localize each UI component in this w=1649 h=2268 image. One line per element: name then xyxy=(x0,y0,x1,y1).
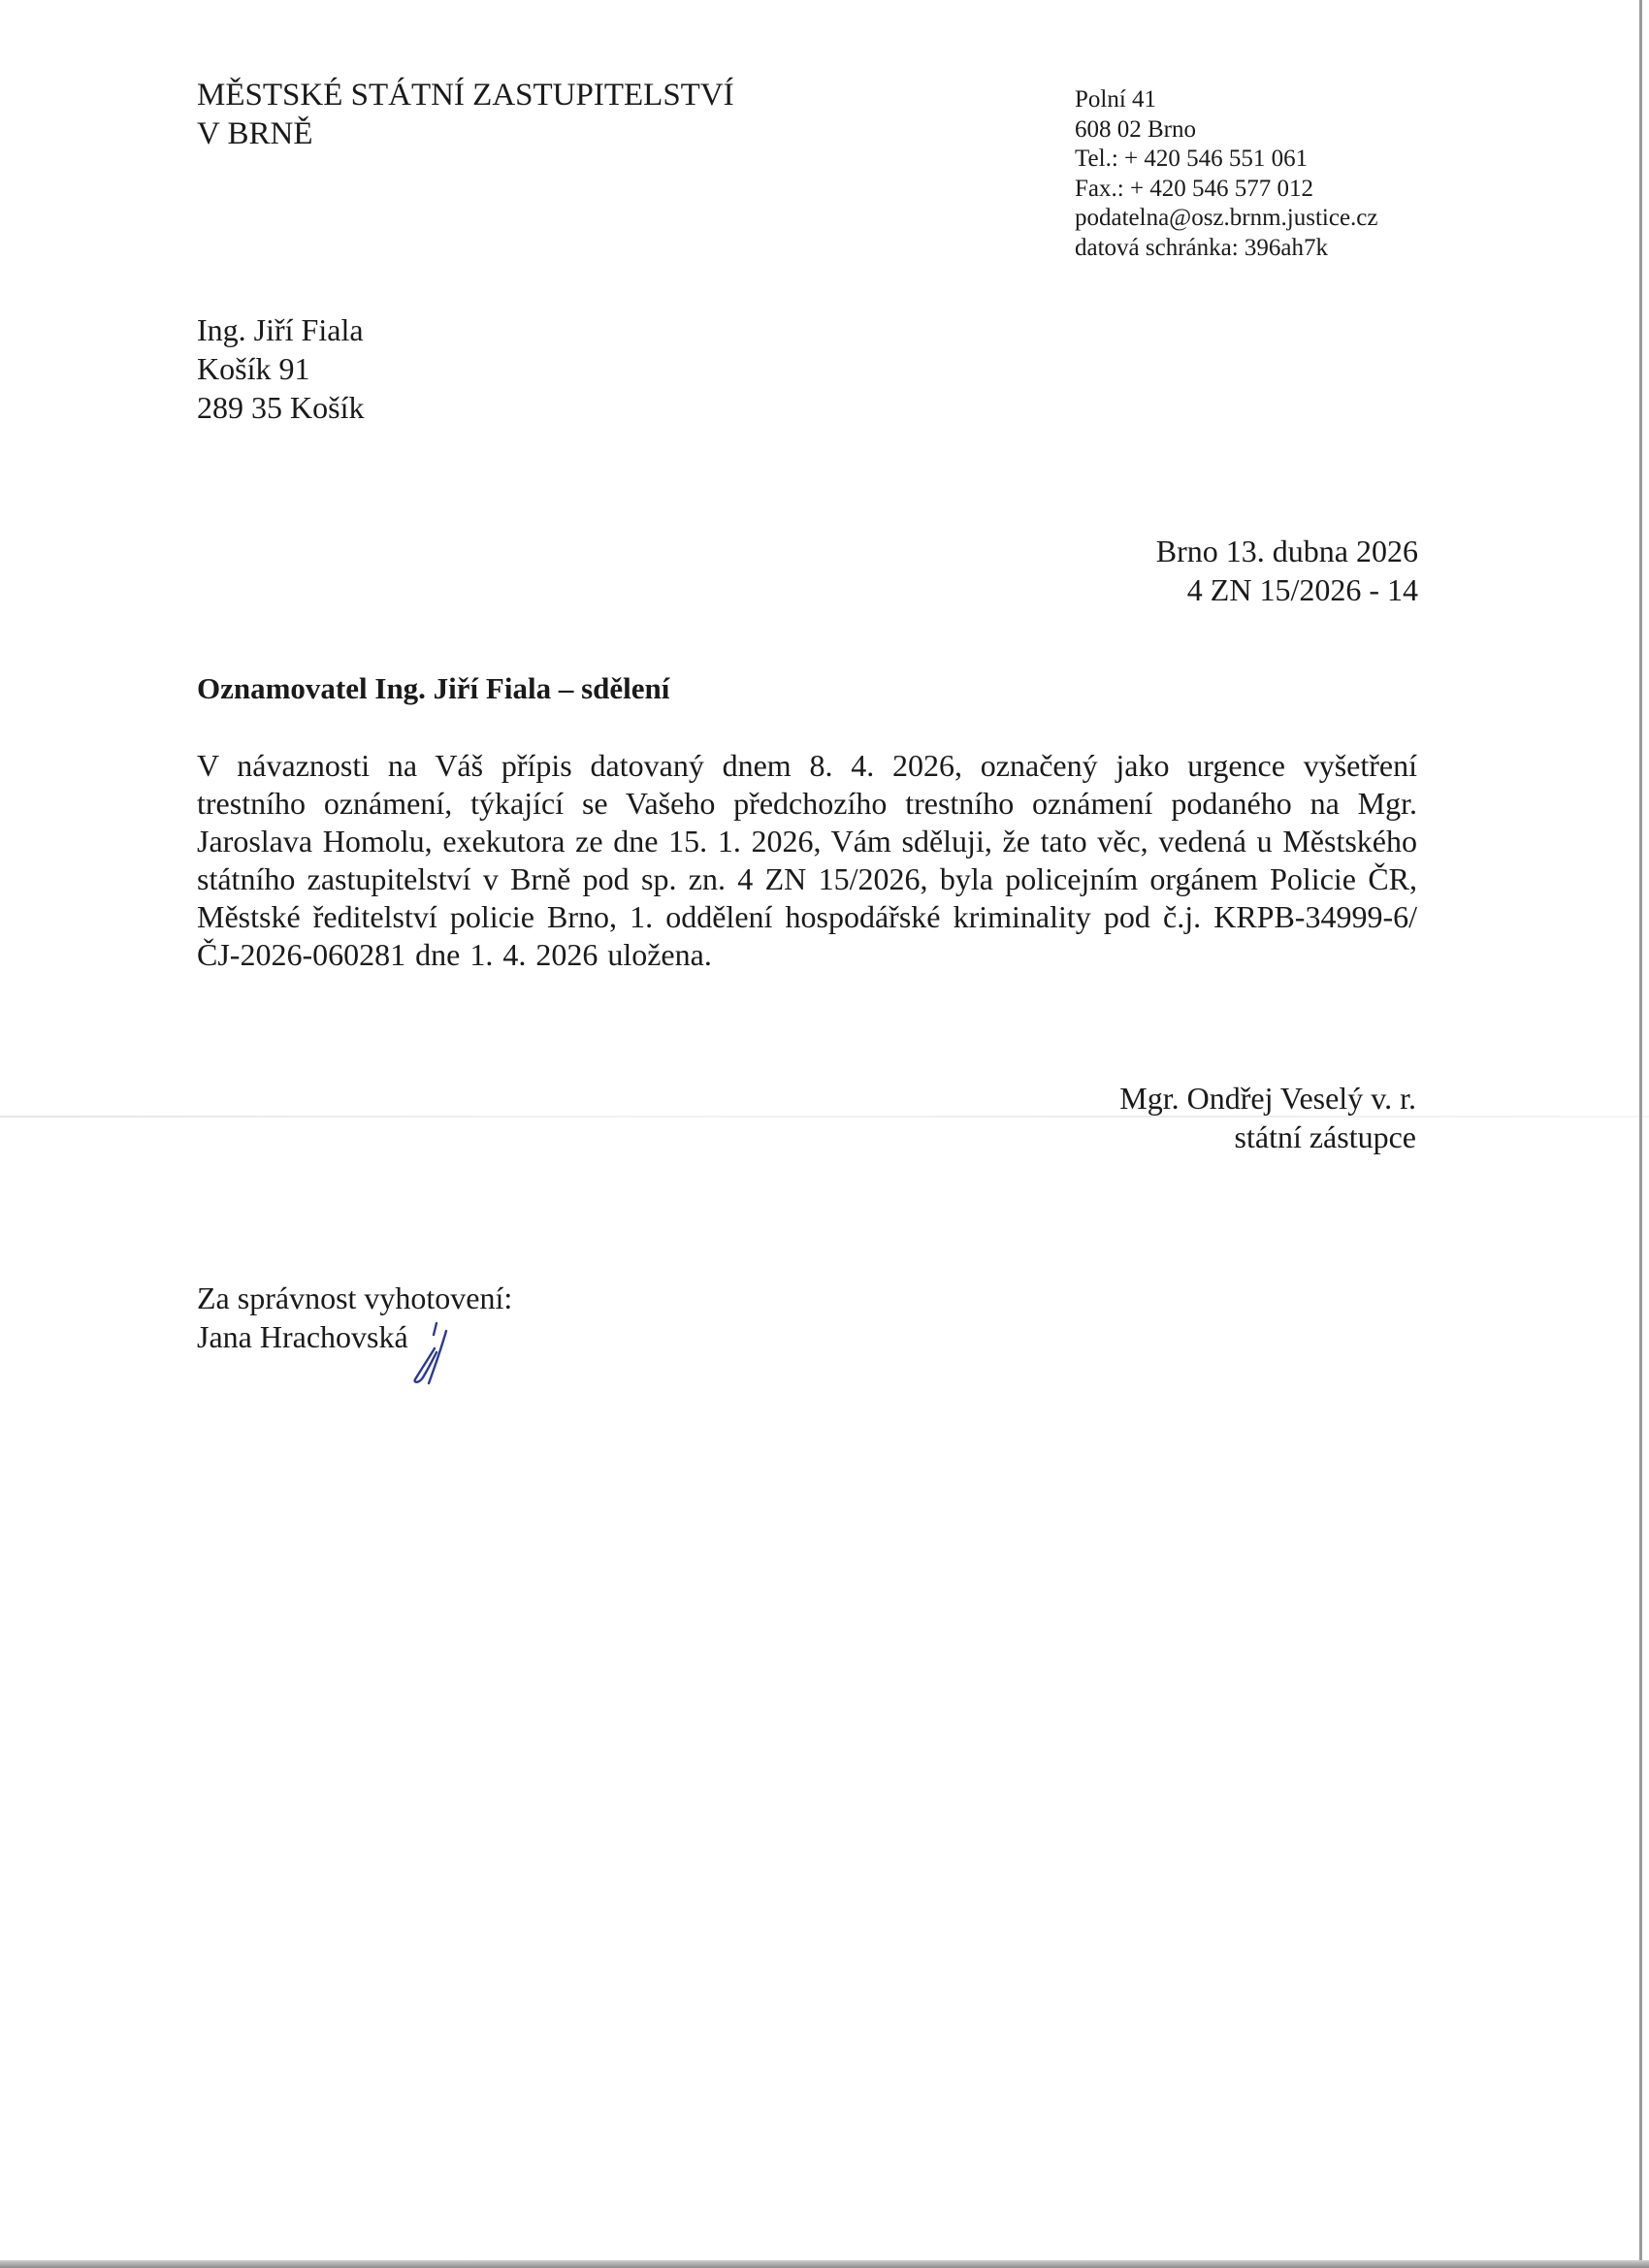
contact-email: podatelna@osz.brnm.justice.cz xyxy=(1075,205,1378,231)
verification-label: Za správnost vyhotovení: xyxy=(197,1280,513,1315)
sender-organization xyxy=(197,76,734,153)
sender-contact-block xyxy=(1075,85,1378,263)
org-name-line2: V BRNĚ xyxy=(197,116,313,151)
org-name-line1: MĚSTSKÉ STÁTNÍ ZASTUPITELSTVÍ xyxy=(197,78,734,113)
letter-subject: Oznamovatel Ing. Jiří Fiala – sdělení xyxy=(197,671,670,705)
place-date: Brno 13. dubna 2026 xyxy=(1155,534,1418,568)
letter-body: V návaznosti na Váš přípis datovaný dnem 8. 4. 2026, označený jako urgence vyšetření trestního oznámení, týkající se Vašeho předchozího trestního oznámení podaného na Mgr. Jaroslava Homolu, exekutora ze dne 15. 1. 2026, Vám sděluji, že tato věc, vedená u Městského státního zastupitelství v Brně pod sp. zn. 4 ZN 15/2026, byla policejním orgánem Policie ČR, Městské ředitelství policie Brno, 1. oddělení hospodářské kriminality pod č.j. KRPB-34999-6/ČJ-2026-060281 dne 1. 4. 2026 uložena. xyxy=(197,748,1417,972)
scan-edge-right xyxy=(1639,0,1642,2268)
recipient-address xyxy=(197,310,364,427)
recipient-city: 289 35 Košík xyxy=(197,390,365,425)
verification-name: Jana Hrachovská xyxy=(197,1319,408,1354)
recipient-street: Košík 91 xyxy=(197,351,310,386)
file-reference: 4 ZN 15/2026 - 14 xyxy=(1186,572,1418,607)
signer-role: státní zástupce xyxy=(1234,1119,1416,1154)
signer-name: Mgr. Ondřej Veselý v. r. xyxy=(1119,1081,1416,1116)
contact-city: 608 02 Brno xyxy=(1075,115,1196,143)
scan-edge-bottom xyxy=(0,2260,1649,2268)
recipient-name: Ing. Jiří Fiala xyxy=(197,312,364,347)
contact-tel: Tel.: + 420 546 551 061 xyxy=(1075,146,1309,172)
handwritten-initials xyxy=(407,1319,466,1387)
date-reference-block xyxy=(1156,532,1418,609)
contact-fax: Fax.: + 420 546 577 012 xyxy=(1075,175,1314,202)
contact-street: Polní 41 xyxy=(1075,86,1157,113)
signature-block xyxy=(1119,1079,1416,1156)
contact-databox: datová schránka: 396ah7k xyxy=(1075,234,1329,261)
